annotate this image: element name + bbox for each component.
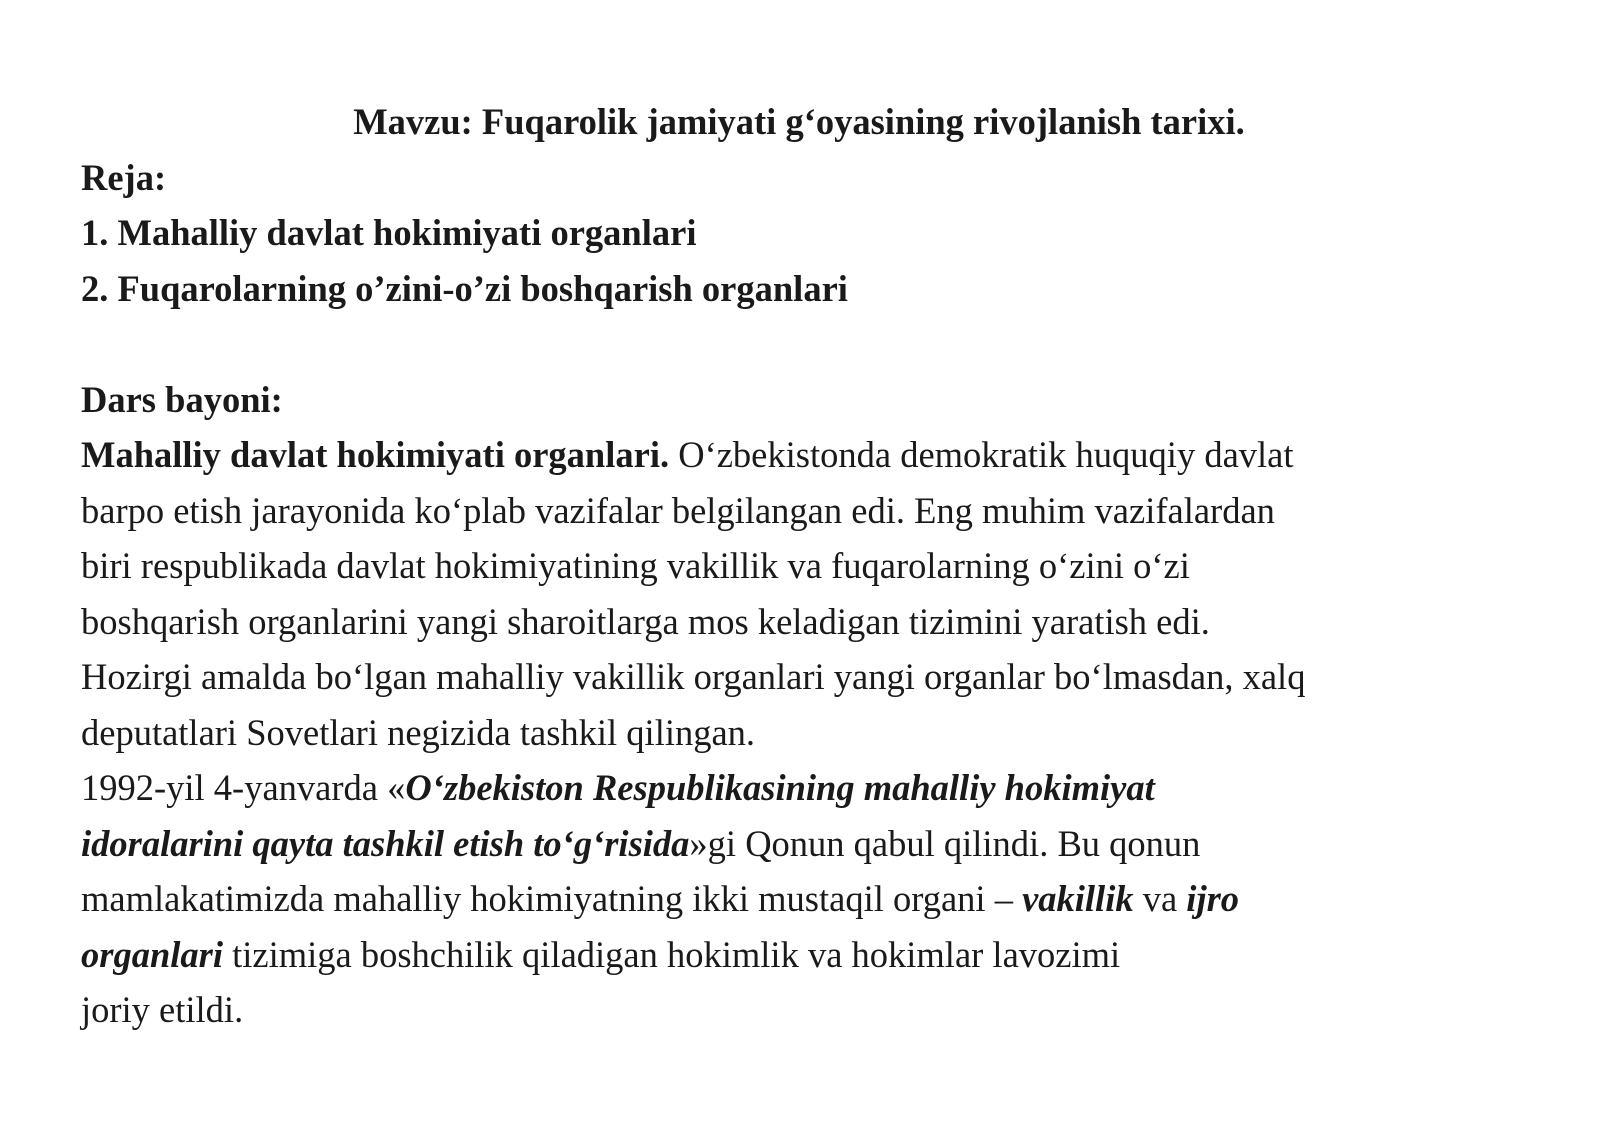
text-run: va <box>1133 878 1187 919</box>
paragraph-line <box>81 927 1521 983</box>
emphasis-term: ijro <box>1186 878 1240 919</box>
document-page <box>81 94 1521 1038</box>
plan-item-1: 1. Mahalliy davlat hokimiyati organlari <box>81 212 697 253</box>
lesson-heading: Dars bayoni: <box>81 378 283 420</box>
text-run: 1992-yil 4-yanvarda « <box>81 767 406 808</box>
paragraph-line: deputatlari Sovetlari negizida tashkil qilingan. <box>81 711 756 753</box>
law-title-part: O‘zbekiston Respublikasining mahalliy hokimiyat <box>405 767 1155 808</box>
text-run: tizimiga boshchilik qiladigan hokimlik va hokimlar lavozimi <box>223 933 1121 975</box>
section-lead: Mahalliy davlat hokimiyati organlari. <box>81 434 670 475</box>
paragraph-line: barpo etish jarayonida ko‘plab vazifalar belgilangan edi. Eng muhim vazifalardan <box>81 489 1275 531</box>
paragraph-line <box>81 816 1521 872</box>
paragraph-line: boshqarish organlarini yangi sharoitlarga mos keladigan tizimini yaratish edi. <box>81 600 1210 642</box>
paragraph-line: Hozirgi amalda bo‘lgan mahalliy vakillik organlari yangi organlar bo‘lmasdan, xalq <box>81 656 1306 697</box>
law-title-part: idoralarini qayta tashkil etish to‘g‘risida <box>81 822 690 864</box>
spacer <box>81 316 1521 372</box>
paragraph-line: joriy etildi. <box>81 989 244 1030</box>
plan-item-2: 2. Fuqarolarning o’zini-o’zi boshqarish organlari <box>81 267 848 309</box>
text-run: O‘zbekistonda demokratik huquqiy davlat <box>669 434 1294 475</box>
paragraph-line <box>81 427 1521 483</box>
text-run: »gi Qonun qabul qilindi. Bu qonun <box>689 822 1201 864</box>
paragraph-line <box>81 760 1521 816</box>
paragraph-line <box>81 871 1521 927</box>
emphasis-term: organlari <box>81 933 223 975</box>
plan-heading: Reja: <box>81 156 167 198</box>
paragraph-line: biri respublikada davlat hokimiyatining vakillik va fuqarolarning o‘zini o‘zi <box>81 545 1190 586</box>
text-run: mamlakatimizda mahalliy hokimiyatning ikki mustaqil organi – <box>81 878 1023 919</box>
emphasis-term: vakillik <box>1022 878 1134 919</box>
document-title: Mavzu: Fuqarolik jamiyati g‘oyasining rivojlanish tarixi. <box>353 101 1245 142</box>
